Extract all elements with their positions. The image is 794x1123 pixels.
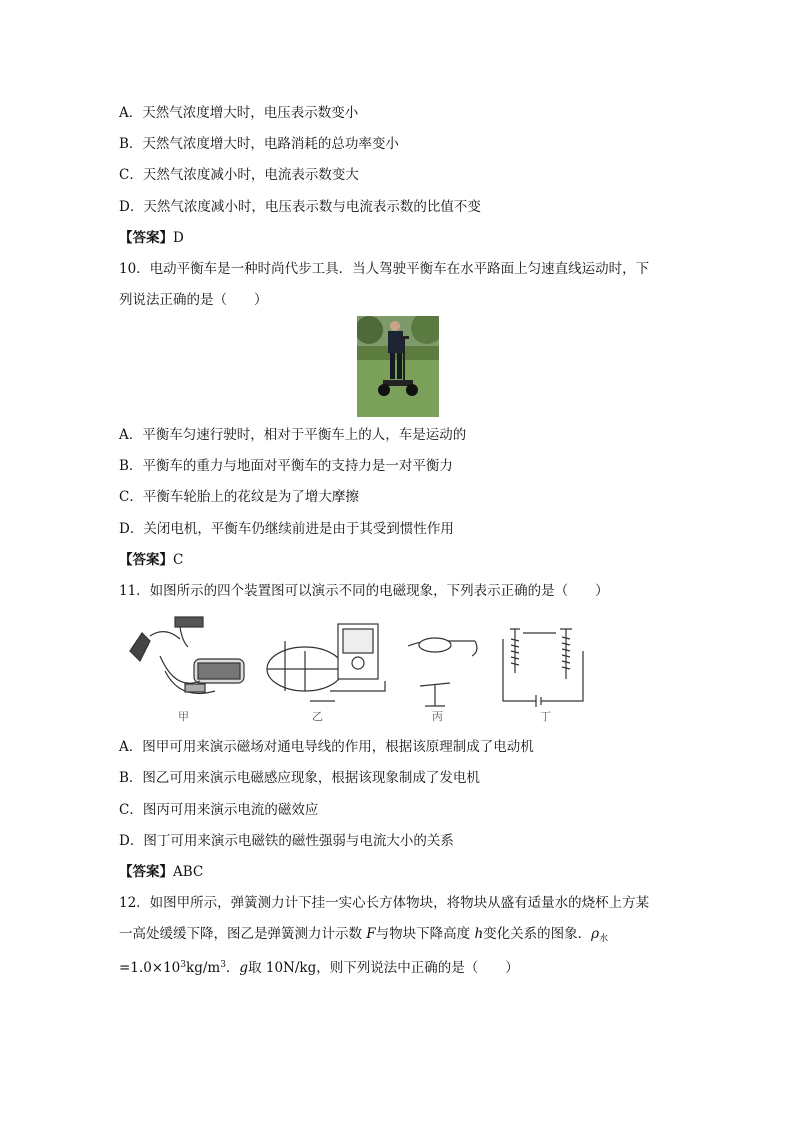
q12-line3	[119, 955, 519, 978]
q12-line2	[119, 924, 608, 949]
q11-stem: 11．如图所示的四个装置图可以演示不同的电磁现象，下列表示正确的是（ ）	[119, 583, 609, 599]
rho-symbol: ρ	[591, 926, 600, 942]
q11-option-a: A．图甲可用来演示磁场对通电导线的作用，根据该原理制成了电动机	[119, 739, 534, 755]
q11-option-d: D．图丁可用来演示电磁铁的磁性强弱与电流大小的关系	[119, 833, 454, 849]
q9-option-a: A．天然气浓度增大时，电压表示数变小	[119, 105, 359, 121]
apparatus-ding	[503, 629, 583, 707]
electromagnetism-figure	[120, 611, 590, 724]
q11-option-b: B．图乙可用来演示电磁感应现象，根据该现象制成了发电机	[119, 770, 480, 786]
q10-option-d: D．关闭电机，平衡车仍继续前进是由于其受到惯性作用	[119, 521, 454, 537]
exponent: 3	[220, 960, 226, 970]
q10-answer	[119, 550, 183, 570]
figure-label-ding: 丁	[540, 710, 551, 723]
q10-option-a: A．平衡车匀速行驶时，相对于平衡车上的人，车是运动的	[119, 427, 467, 443]
q9-option-c: C．天然气浓度减小时，电流表示数变大	[119, 167, 359, 183]
var-h: h	[474, 926, 484, 942]
q9-option-d: D．天然气浓度减小时，电压表示数与电流表示数的比值不变	[119, 199, 481, 215]
rho-subscript: 水	[599, 934, 609, 944]
figure-label-yi: 乙	[312, 710, 323, 723]
q9-option-b: B．天然气浓度增大时，电路消耗的总功率变小	[119, 136, 399, 152]
q10-stem-line2: 列说法正确的是（ ）	[119, 292, 268, 308]
answer-value: ABC	[173, 864, 204, 880]
answer-label: 【答案】	[119, 552, 173, 568]
apparatus-jia	[130, 617, 244, 694]
q12-text: 变化关系的图象．	[483, 926, 592, 942]
var-F: F	[366, 926, 376, 942]
q12-line1: 12．如图甲所示，弹簧测力计下挂一实心长方体物块，将物块从盛有适量水的烧杯上方某	[119, 895, 650, 911]
q11-answer	[119, 862, 203, 882]
exponent: 3	[180, 960, 187, 970]
q11-option-c: C．图丙可用来演示电流的磁效应	[119, 802, 319, 818]
answer-label: 【答案】	[119, 864, 173, 880]
q12-text: kg/m	[186, 960, 221, 976]
q10-option-c: C．平衡车轮胎上的花纹是为了增大摩擦	[119, 489, 359, 505]
answer-label: 【答案】	[119, 230, 173, 246]
figure-label-jia: 甲	[178, 710, 189, 723]
apparatus-yi	[267, 624, 385, 701]
q12-text: ．	[225, 960, 240, 976]
figure-label-bing: 丙	[432, 710, 443, 723]
answer-value: C	[173, 552, 184, 568]
answer-value: D	[173, 230, 184, 246]
var-g: g	[239, 960, 249, 976]
q10-stem-line1: 10．电动平衡车是一种时尚代步工具．当人驾驶平衡车在水平路面上匀速直线运动时，下	[119, 261, 650, 277]
balance-scooter-photo	[357, 316, 439, 417]
q12-text: 取 10N/kg，则下列说法中正确的是（ ）	[248, 960, 519, 976]
apparatus-bing	[408, 638, 477, 706]
q10-option-b: B．平衡车的重力与地面对平衡车的支持力是一对平衡力	[119, 458, 453, 474]
q12-text: 一高处缓缓下降，图乙是弹簧测力计示数	[119, 926, 367, 942]
q12-text: 与物块下降高度	[375, 926, 475, 942]
q12-text: =1.0×10	[119, 960, 181, 976]
q9-answer	[119, 228, 184, 248]
